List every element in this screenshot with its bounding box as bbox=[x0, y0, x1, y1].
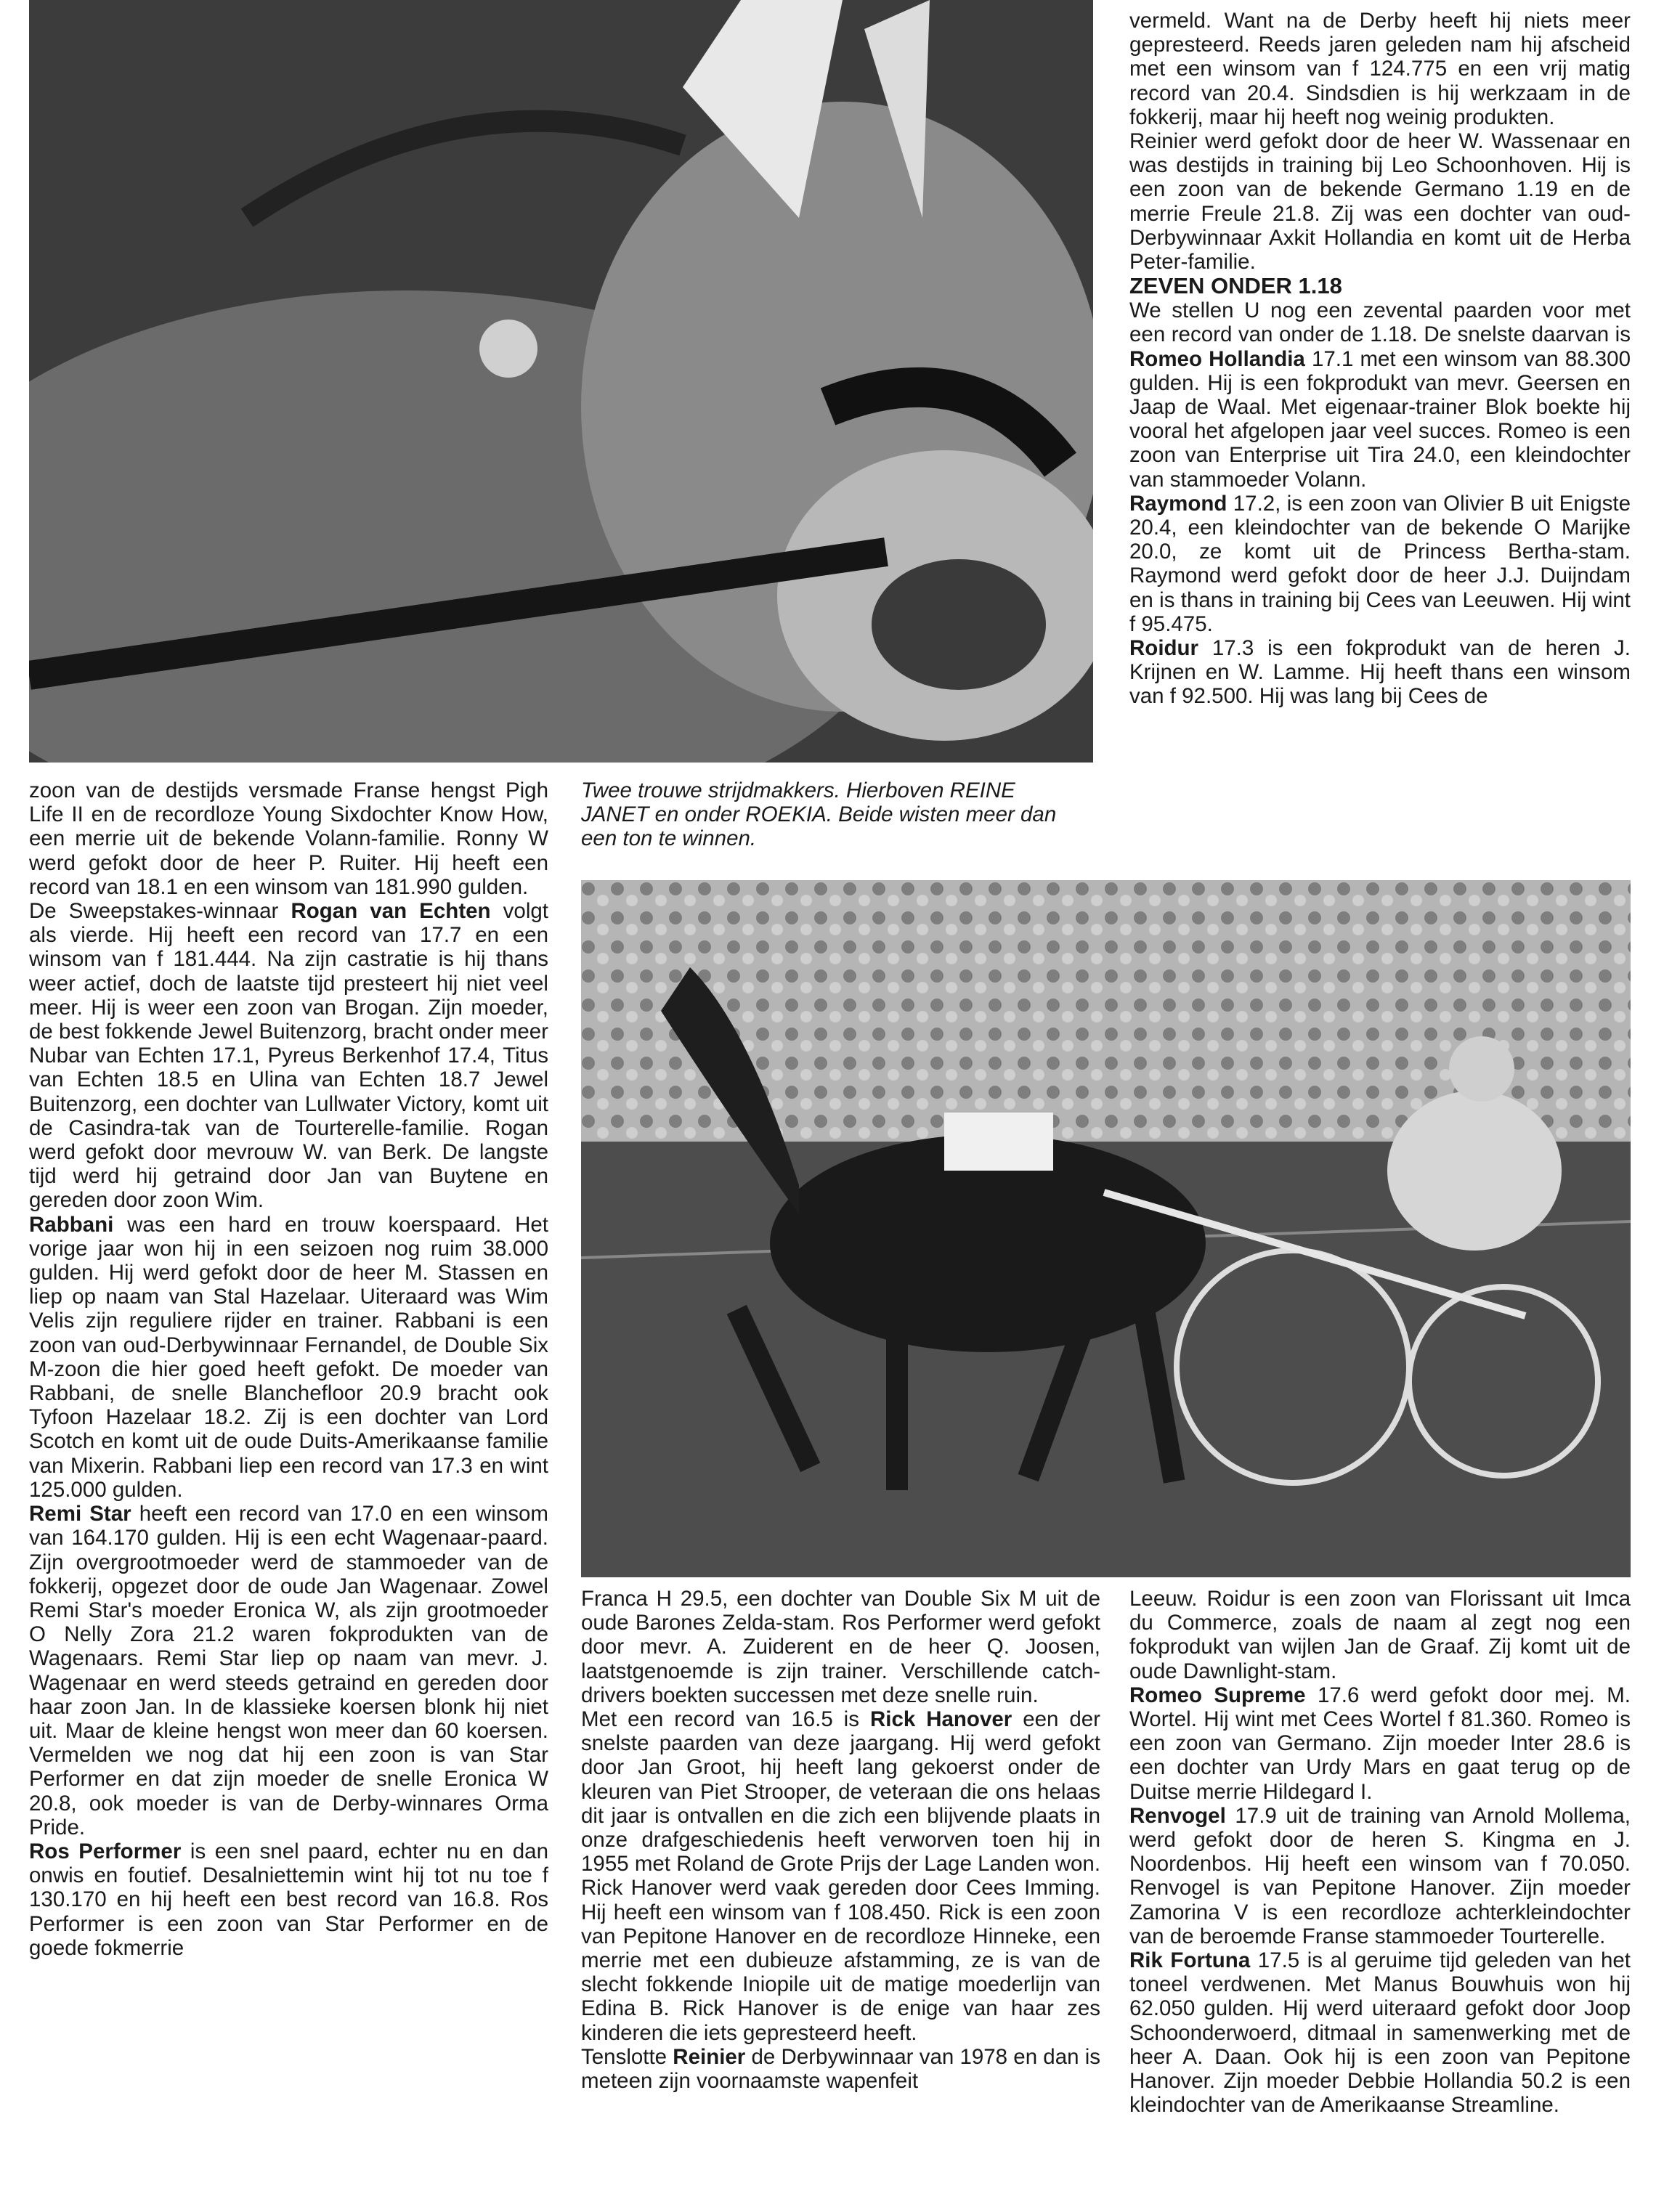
trotting-horse-sulky-photo bbox=[581, 880, 1631, 1577]
paragraph: Roidur 17.3 is een fokprodukt van de heren J. Krijnen en W. Lamme. Hij heeft thans een winsom van f 92.500. Hij was lang bij Cees de bbox=[1129, 636, 1631, 709]
paragraph: Tenslotte Reinier de Derbywinnaar van 1978 en dan is meteen zijn voornaamste wapenfeit bbox=[581, 2044, 1101, 2094]
horse-name: Rogan van Echten bbox=[291, 899, 491, 924]
paragraph: Ros Performer is een snel paard, echter nu en dan onwis en foutief. Desalniettemin wint hij tot nu toe f 130.170 en hij heeft een best record van 16.8. Ros Performer is een zoon van Star Performer en de goede fokmerrie bbox=[29, 1839, 548, 1960]
section-heading: ZEVEN ONDER 1.18 bbox=[1129, 273, 1342, 299]
horse-name: Reinier bbox=[673, 2044, 746, 2069]
horse-name: Rik Fortuna bbox=[1129, 1948, 1251, 1973]
photo-caption: Twee trouwe strijdmakkers. Hierboven REINE JANET en onder ROEKIA. Beide wisten meer dan een ton te winnen. bbox=[581, 778, 1057, 851]
horse-name: Remi Star bbox=[29, 1502, 131, 1526]
paragraph: Raymond 17.2, is een zoon van Olivier B uit Enigste 20.4, een kleindochter van de bekende O Marijke 20.0, ze komt uit de Princess Bertha-stam. Raymond werd gefokt door de heer J.J. Duijndam en is thans in training bij Cees van Leeuwen. Hij wint f 95.475. bbox=[1129, 491, 1631, 636]
paragraph: vermeld. Want na de Derby heeft hij niets meer gepresteerd. Reeds jaren geleden nam hij afscheid met een winsom van f 124.775 en een vrij matig record van 20.4. Sindsdien is hij werkzaam in de fokkerij, maar hij heeft nog weinig produkten. bbox=[1129, 9, 1631, 129]
horse-head-photo bbox=[29, 0, 1093, 763]
horse-name: Rick Hanover bbox=[869, 1707, 1012, 1732]
column-3-bottom bbox=[1129, 1587, 1631, 2117]
paragraph: Rik Fortuna 17.5 is al geruime tijd geleden van het toneel verdwenen. Met Manus Bouwhuis won hij 62.050 gulden. Hij werd uiteraard gefokt door Joop Schoonderwoerd, ditmaal in samenwerking met de heer A. Daan. Ook hij is een zoon van Pepitone Hanover. Zijn moeder Debbie Hollandia 50.2 is een kleindochter van de Amerikaanse Streamline. bbox=[1129, 1948, 1631, 2118]
paragraph: De Sweepstakes-winnaar Rogan van Echten volgt als vierde. Hij heeft een record van 17.7 en een winsom van f 181.444. Na zijn castratie is hij thans weer actief, doch de laatste tijd presteert hij niet veel meer. Hij is weer een zoon van Brogan. Zijn moeder, de best fokkende Jewel Buitenzorg, bracht onder meer Nubar van Echten 17.1, Pyreus Berkenhof 17.4, Titus van Echten 18.5 en Ulina van Echten 18.7 Jewel Buitenzorg, een dochter van Lullwater Victory, komt uit de Casindra-tak van de Tourterelle-familie. Rogan werd gefokt door mevrouw W. van Berk. De langste tijd werd hij getraind door Jan van Buytene en gereden door zoon Wim. bbox=[29, 899, 548, 1213]
paragraph: Franca H 29.5, een dochter van Double Six M uit de oude Barones Zelda-stam. Ros Performer werd gefokt door mevr. A. Zuiderent en de heer Q. Joosen, laatstgenoemde is zijn trainer. Verschillende catch-drivers boekten successen met deze snelle ruin. bbox=[581, 1587, 1100, 1707]
paragraph: Met een record van 16.5 is Rick Hanover een der snelste paarden van deze jaargang. Hij werd gefokt door Jan Groot, hij heeft lang gekoerst onder de kleuren van Piet Strooper, de veteraan die ons helaas dit jaar is ontvallen en die zich een blijvende plaats in onze drafgeschiedenis heeft verworven toen hij in 1955 met Roland de Grote Prijs der Lage Landen won. Rick Hanover werd vaak gereden door Cees Imming. Hij heeft een winsom van f 108.450. Rick is een zoon van Pepitone Hanover en de recordloze Hinneke, een merrie met een dubieuze afstamming, ze is van de slecht fokkende Iniopile uit de matige moederlijn van Edina B. Rick Hanover is de enige van haar zes kinderen die iets gepresteerd heeft. bbox=[581, 1707, 1101, 2045]
horse-name: Rabbani bbox=[29, 1212, 114, 1237]
column-1 bbox=[29, 778, 548, 1960]
horse-name: Renvogel bbox=[1129, 1803, 1226, 1828]
column-2-bottom bbox=[581, 1587, 1100, 2093]
column-3-top bbox=[1129, 9, 1631, 709]
horse-head-icon bbox=[29, 0, 1093, 763]
paragraph: zoon van de destijds versmade Franse hengst Pigh Life II en de recordloze Young Sixdochter Know How, een merrie uit de bekende Volann-familie. Ronny W werd gefokt door de heer P. Ruiter. Hij heeft een record van 18.1 en een winsom van 181.990 gulden. bbox=[29, 778, 548, 899]
horse-name: Romeo Hollandia bbox=[1129, 346, 1305, 371]
horse-name: Raymond bbox=[1129, 491, 1227, 516]
paragraph: Rabbani was een hard en trouw koerspaard. Het vorige jaar won hij in een seizoen nog ruim 38.000 gulden. Hij werd gefokt door de heer M. Stassen en liep op naam van Stal Hazelaar. Uiteraard was Wim Velis zijn reguliere rijder en trainer. Rabbani is een zoon van oud-Derbywinnaar Fernandel, de Double Six M-zoon die hier goed heeft gefokt. De moeder van Rabbani, de snelle Blanchefloor 20.9 bracht ook Tyfoon Hazelaar 18.2. Zij is een dochter van Lord Scotch en komt uit de oude Duits-Amerikaanse familie van Mixerin. Rabbani liep een record van 17.3 en wint 125.000 gulden. bbox=[29, 1212, 548, 1502]
horse-sulky-icon bbox=[581, 880, 1631, 1577]
paragraph: We stellen U nog een zevental paarden voor met een record van onder de 1.18. De snelste daarvan is Romeo Hollandia 17.1 met een winsom van 88.300 gulden. Hij is een fokprodukt van mevr. Geersen en Jaap de Waal. Met eigenaar-trainer Blok boekte hij vooral het afgelopen jaar veel succes. Romeo is een zoon van Enterprise uit Tira 24.0, een kleindochter van stammoeder Volann. bbox=[1129, 298, 1631, 492]
horse-name: Ros Performer bbox=[29, 1839, 182, 1863]
paragraph: Romeo Supreme 17.6 werd gefokt door mej. M. Wortel. Hij wint met Cees Wortel f 81.360. Romeo is een zoon van Germano. Zijn moeder Inter 28.6 is een dochter van Urdy Mars en gaat terug op de Duitse merrie Hildegard I. bbox=[1129, 1683, 1631, 1804]
horse-name: Roidur bbox=[1129, 636, 1199, 661]
paragraph: Remi Star heeft een record van 17.0 en een winsom van 164.170 gulden. Hij is een echt Wagenaar-paard. Zijn overgrootmoeder werd de stammoeder van de fokkerij, opgezet door de oude Jan Wagenaar. Zowel Remi Star's moeder Eronica W, als zijn grootmoeder O Nelly Zora 21.2 waren fokprodukten van de Wagenaars. Remi Star liep op naam van mevr. J. Wagenaar en werd steeds getraind en gereden door haar zoon Jan. In de klassieke koersen blonk hij niet uit. Maar de kleine hengst won meer dan 60 koersen. Vermelden we nog dat hij een zoon is van Star Performer en dat zijn moeder de snelle Eronica W 20.8, ook moeder is van de Derby-winnares Orma Pride. bbox=[29, 1502, 548, 1839]
paragraph: Renvogel 17.9 uit de training van Arnold Mollema, werd gefokt door de heren S. Kingma en J. Noordenbos. Hij heeft een winsom van f 70.050. Renvogel is van Pepitone Hanover. Zijn moeder Zamorina V is een recordloze achterkleindochter van de beroemde Franse stammoeder Tourterelle. bbox=[1129, 1803, 1631, 1948]
paragraph: Reinier werd gefokt door de heer W. Wassenaar en was destijds in training bij Leo Schoonhoven. Hij is een zoon van de bekende Germano 1.19 en de merrie Freule 21.8. Zij was een dochter van oud-Derbywinnaar Axkit Hollandia en komt uit de Herba Peter-familie. bbox=[1129, 129, 1631, 275]
paragraph: Leeuw. Roidur is een zoon van Florissant uit Imca du Commerce, zoals de naam al zegt nog een fokprodukt van wijlen Jan de Graaf. Zij komt uit de oude Dawnlight-stam. bbox=[1129, 1587, 1631, 1683]
horse-name: Romeo Supreme bbox=[1129, 1683, 1306, 1707]
